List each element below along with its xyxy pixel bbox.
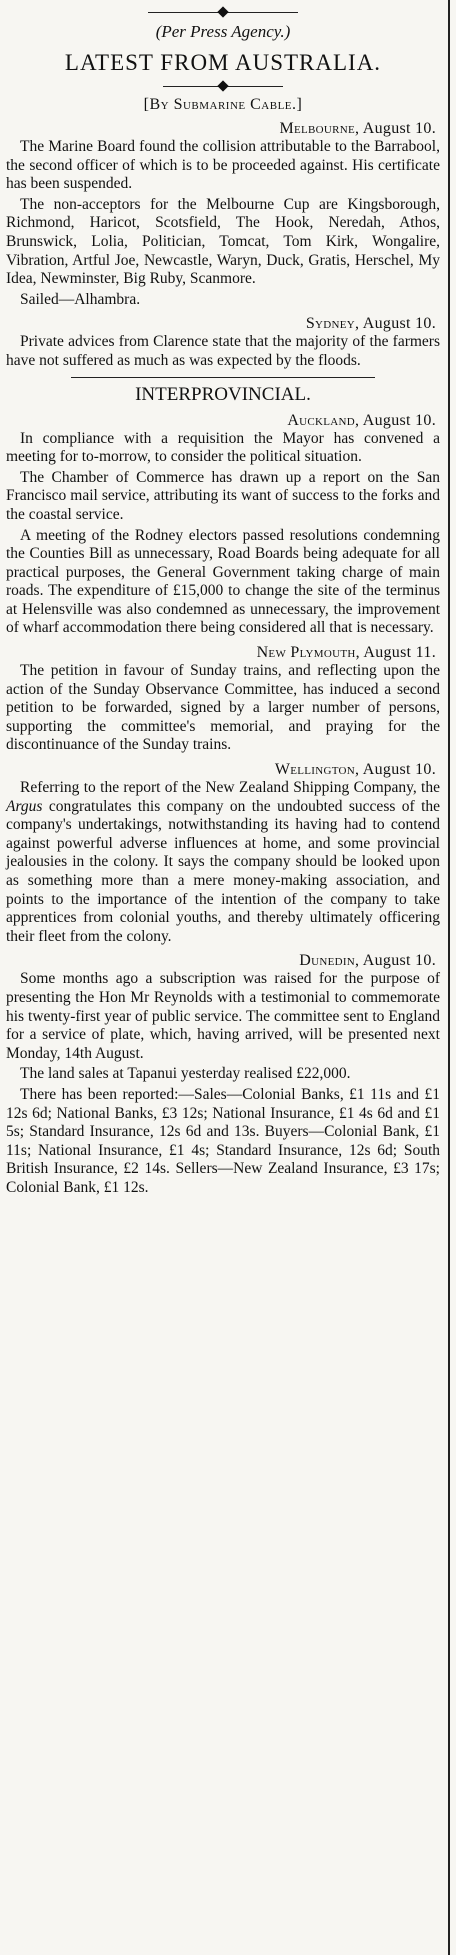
headline-ornament-rule <box>163 82 283 92</box>
dateline-date: , August 10. <box>355 761 436 779</box>
page-headline: LATEST FROM AUSTRALIA. <box>64 50 382 75</box>
paragraph-text: congratulates this company on the undoubted success of the company's undertakings, notwithstanding its having had to contend against powerful adverse influences at home, and some provincial jealousies in the colony. It says the company should be looked upon as something more than a mere money-making association, and points to the importance of the intention of the company to take apprentices from colonial youths, and thereby ultimately officering their fleet from the colony. <box>6 797 440 945</box>
article-paragraph: A meeting of the Rodney electors passed resolutions condemning the Counties Bill as unnecessary, Road Boards being adequate for all practical purposes, the General Government taking charge of main roads. The expenditure of £15,000 to change the site of the terminus at Helensville was also condemned as unnecessary, the improvement of wharf accommodation there being considered all that is necessary. <box>6 526 440 637</box>
dateline-date: , August 10. <box>355 120 436 137</box>
dateline-date: , August 11. <box>355 644 436 662</box>
article-paragraph: In compliance with a requisition the Mayor has convened a meeting for to-morrow, to consider the political situation. <box>6 429 440 466</box>
dateline-dunedin <box>6 952 436 970</box>
article-paragraph: The Chamber of Commerce has drawn up a report on the San Francisco mail service, attributing its want of success to the forks and the coastal service. <box>6 468 440 523</box>
newspaper-title-argus: Argus <box>6 797 43 815</box>
article-paragraph: The Marine Board found the collision attributable to the Barrabool, the second officer of which is to be proceeded against. His certificate has been suspended. <box>6 138 440 193</box>
top-ornament-rule <box>148 8 298 18</box>
article-paragraph: Sailed—Alhambra. <box>20 290 141 308</box>
dateline-melbourne <box>6 120 436 138</box>
dateline-place: Dunedin <box>299 952 356 970</box>
dateline-sydney <box>6 315 436 333</box>
dateline-wellington <box>6 761 436 779</box>
article-paragraph: Private advices from Clarence state that the majority of the farmers have not suffered as much as was expected by the floods. <box>6 333 440 369</box>
section-heading-interprovincial: INTERPROVINCIAL. <box>71 377 375 406</box>
dateline-place: Wellington <box>274 761 356 779</box>
article-paragraph: The petition in favour of Sunday trains, and reflecting upon the action of the Sunday Observance Committee, has induced a second petition to be forwarded, signed by a larger number of persons, supporting the committee's memorial, and praying for the discontinuance of the Sunday trains. <box>6 662 440 754</box>
article-paragraph <box>6 779 440 946</box>
dateline-place: New Plymouth <box>256 644 356 662</box>
diamond-ornament-icon <box>217 80 228 91</box>
dateline-place: Auckland <box>287 411 356 429</box>
dateline-place: Melbourne <box>279 120 356 137</box>
dateline-date: , August 10. <box>355 411 436 429</box>
article-paragraph: The land sales at Tapanui yesterday realised £22,000. <box>20 1065 351 1083</box>
dateline-auckland <box>6 412 436 430</box>
diamond-ornament-icon <box>217 6 228 17</box>
agency-credit: (Per Press Agency.) <box>155 22 291 41</box>
paragraph-text: Referring to the report of the New Zealand Shipping Company, the <box>20 779 440 797</box>
dateline-date: , August 10. <box>355 315 436 333</box>
article-paragraph: The non-acceptors for the Melbourne Cup are Kingsborough, Richmond, Haricot, Scotsfield, The Hook, Neredah, Athos, Brunswick, Lolia, Politician, Tomcat, Tom Kirk, Wongalire, Vibration, Artful Joe, Newcastle, Waryn, Duck, Gratis, Herschel, My Idea, Newminster, Big Ruby, Scanmore. <box>6 195 440 288</box>
cable-subheading: [By Submarine Cable.] <box>143 96 303 113</box>
dateline-new-plymouth <box>6 644 436 662</box>
article-paragraph: Some months ago a subscription was raised for the purpose of presenting the Hon Mr Reynolds with a testimonial to commemorate his twenty-first year of public service. The committee sent to England for a service of plate, which, having arrived, will be presented next Monday, 14th August. <box>6 970 440 1062</box>
article-paragraph: There has been reported:—Sales—Colonial Banks, £1 11s and £1 12s 6d; National Banks, £3 12s; National Insurance, £1 4s 6d and £1 5s; Standard Insurance, 12s 6d and 13s. Buyers—Colonial Bank, £1 11s; National Insurance, £1 4s; Standard Insurance, 12s 6d; South British Insurance, £2 14s. Sellers—New Zealand Insurance, £3 17s; Colonial Bank, £1 12s. <box>6 1085 440 1196</box>
dateline-date: , August 10. <box>355 952 436 970</box>
dateline-place: Sydney <box>305 315 356 333</box>
